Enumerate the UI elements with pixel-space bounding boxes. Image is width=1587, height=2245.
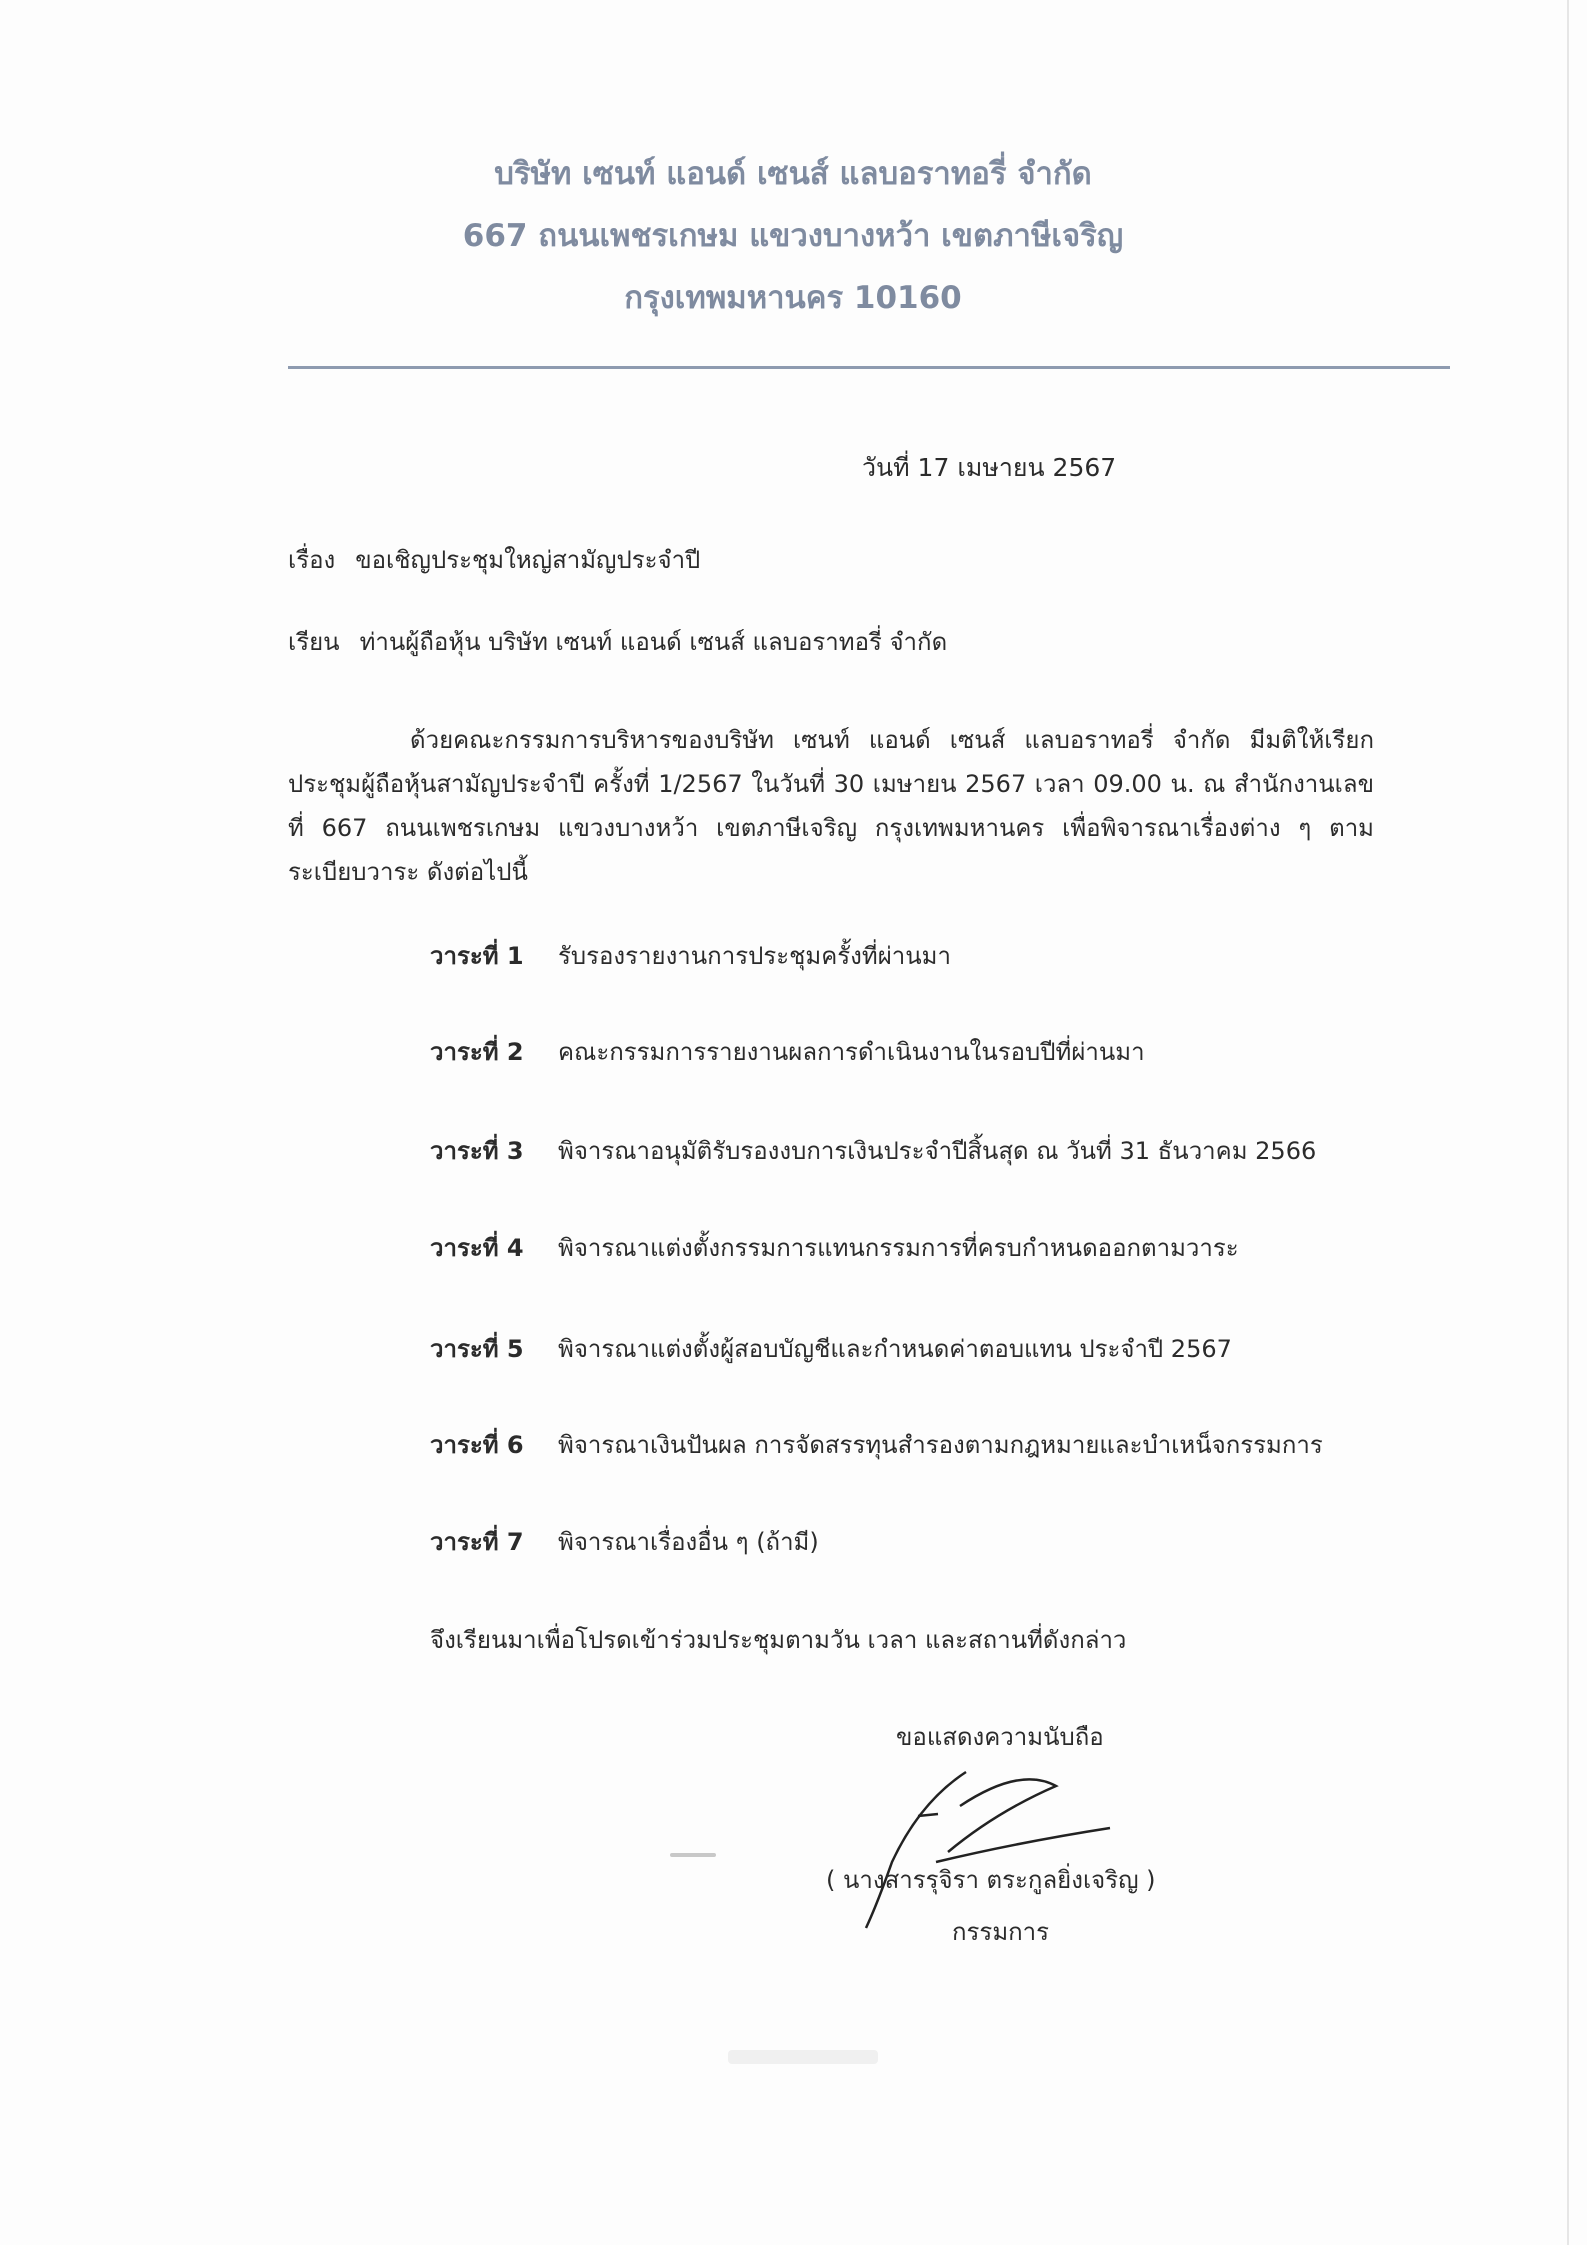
recipient-text: ท่านผู้ถือหุ้น บริษัท เซนท์ แอนด์ เซนส์ แลบอราทอรี่ จำกัด: [359, 628, 948, 656]
letterhead-divider: [288, 366, 1450, 369]
agenda-item: [430, 1228, 1239, 1267]
closing-line: จึงเรียนมาเพื่อโปรดเข้าร่วมประชุมตามวัน เวลา และสถานที่ดังกล่าว: [430, 1626, 1127, 1654]
agenda-number: วาระที่ 3: [430, 1137, 524, 1165]
agenda-text: รับรองรายงานการประชุมครั้งที่ผ่านมา: [558, 942, 951, 970]
signer-position: กรรมการ: [952, 1918, 1050, 1946]
agenda-number: วาระที่ 2: [430, 1038, 524, 1066]
letter-date: วันที่ 17 เมษายน 2567: [862, 453, 1117, 482]
subject-text: ขอเชิญประชุมใหญ่สามัญประจำปี: [355, 546, 701, 574]
signature-scribble: [800, 1752, 1130, 1932]
recipient-label: เรียน: [288, 628, 340, 656]
agenda-text: พิจารณาเรื่องอื่น ๆ (ถ้ามี): [558, 1528, 819, 1556]
scan-mark: [670, 1853, 716, 1857]
letterhead-company: บริษัท เซนท์ แอนด์ เซนส์ แลบอราทอรี่ จำกัด: [494, 156, 1092, 192]
agenda-item: [430, 936, 951, 975]
agenda-text: พิจารณาเงินปันผล การจัดสรรทุนสำรองตามกฎหมายและบำเหน็จกรรมการ: [558, 1431, 1323, 1459]
faint-scan-mark: [728, 2050, 878, 2064]
agenda-number: วาระที่ 6: [430, 1431, 524, 1459]
body-text: ด้วยคณะกรรมการบริหารของบริษัท เซนท์ แอนด์ เซนส์ แลบอราทอรี่ จำกัด มีมติให้เรียกประชุมผู้ถือหุ้นสามัญประจำปี ครั้งที่ 1/2567 ในวันที่ 30 เมษายน 2567 เวลา 09.00 น. ณ สำนักงานเลขที่ 667 ถนนเพชรเกษม แขวงบางหว้า เขตภาษีเจริญ กรุงเทพมหานคร เพื่อพิจารณาเรื่องต่าง ๆ ตามระเบียบวาระ ดังต่อไปนี้: [288, 726, 1374, 886]
subject-label: เรื่อง: [288, 546, 336, 574]
agenda-number: วาระที่ 1: [430, 942, 524, 970]
agenda-item: [430, 1032, 1145, 1071]
recipient-line: [288, 622, 947, 661]
letterhead-address-line2: กรุงเทพมหานคร 10160: [624, 280, 962, 316]
agenda-text: คณะกรรมการรายงานผลการดำเนินงานในรอบปีที่ผ่านมา: [558, 1038, 1145, 1066]
agenda-item: [430, 1329, 1232, 1368]
letterhead-address-line1: 667 ถนนเพชรเกษม แขวงบางหว้า เขตภาษีเจริญ: [462, 218, 1124, 254]
agenda-text: พิจารณาแต่งตั้งกรรมการแทนกรรมการที่ครบกำหนดออกตามวาระ: [558, 1234, 1239, 1262]
signer-name: ( นางสารรุจิรา ตระกูลยิ่งเจริญ ): [826, 1866, 1156, 1894]
agenda-item: [430, 1131, 1316, 1170]
agenda-text: พิจารณาแต่งตั้งผู้สอบบัญชีและกำหนดค่าตอบแทน ประจำปี 2567: [558, 1335, 1232, 1363]
body-paragraph: [288, 718, 1374, 894]
agenda-text: พิจารณาอนุมัติรับรองงบการเงินประจำปีสิ้นสุด ณ วันที่ 31 ธันวาคม 2566: [558, 1137, 1317, 1165]
agenda-item: [430, 1425, 1323, 1464]
agenda-number: วาระที่ 7: [430, 1528, 524, 1556]
regards-line: ขอแสดงความนับถือ: [896, 1723, 1104, 1751]
subject-line: [288, 540, 700, 579]
agenda-item: [430, 1522, 819, 1561]
agenda-number: วาระที่ 5: [430, 1335, 524, 1363]
agenda-number: วาระที่ 4: [430, 1234, 524, 1262]
scan-edge: [1567, 0, 1569, 2245]
